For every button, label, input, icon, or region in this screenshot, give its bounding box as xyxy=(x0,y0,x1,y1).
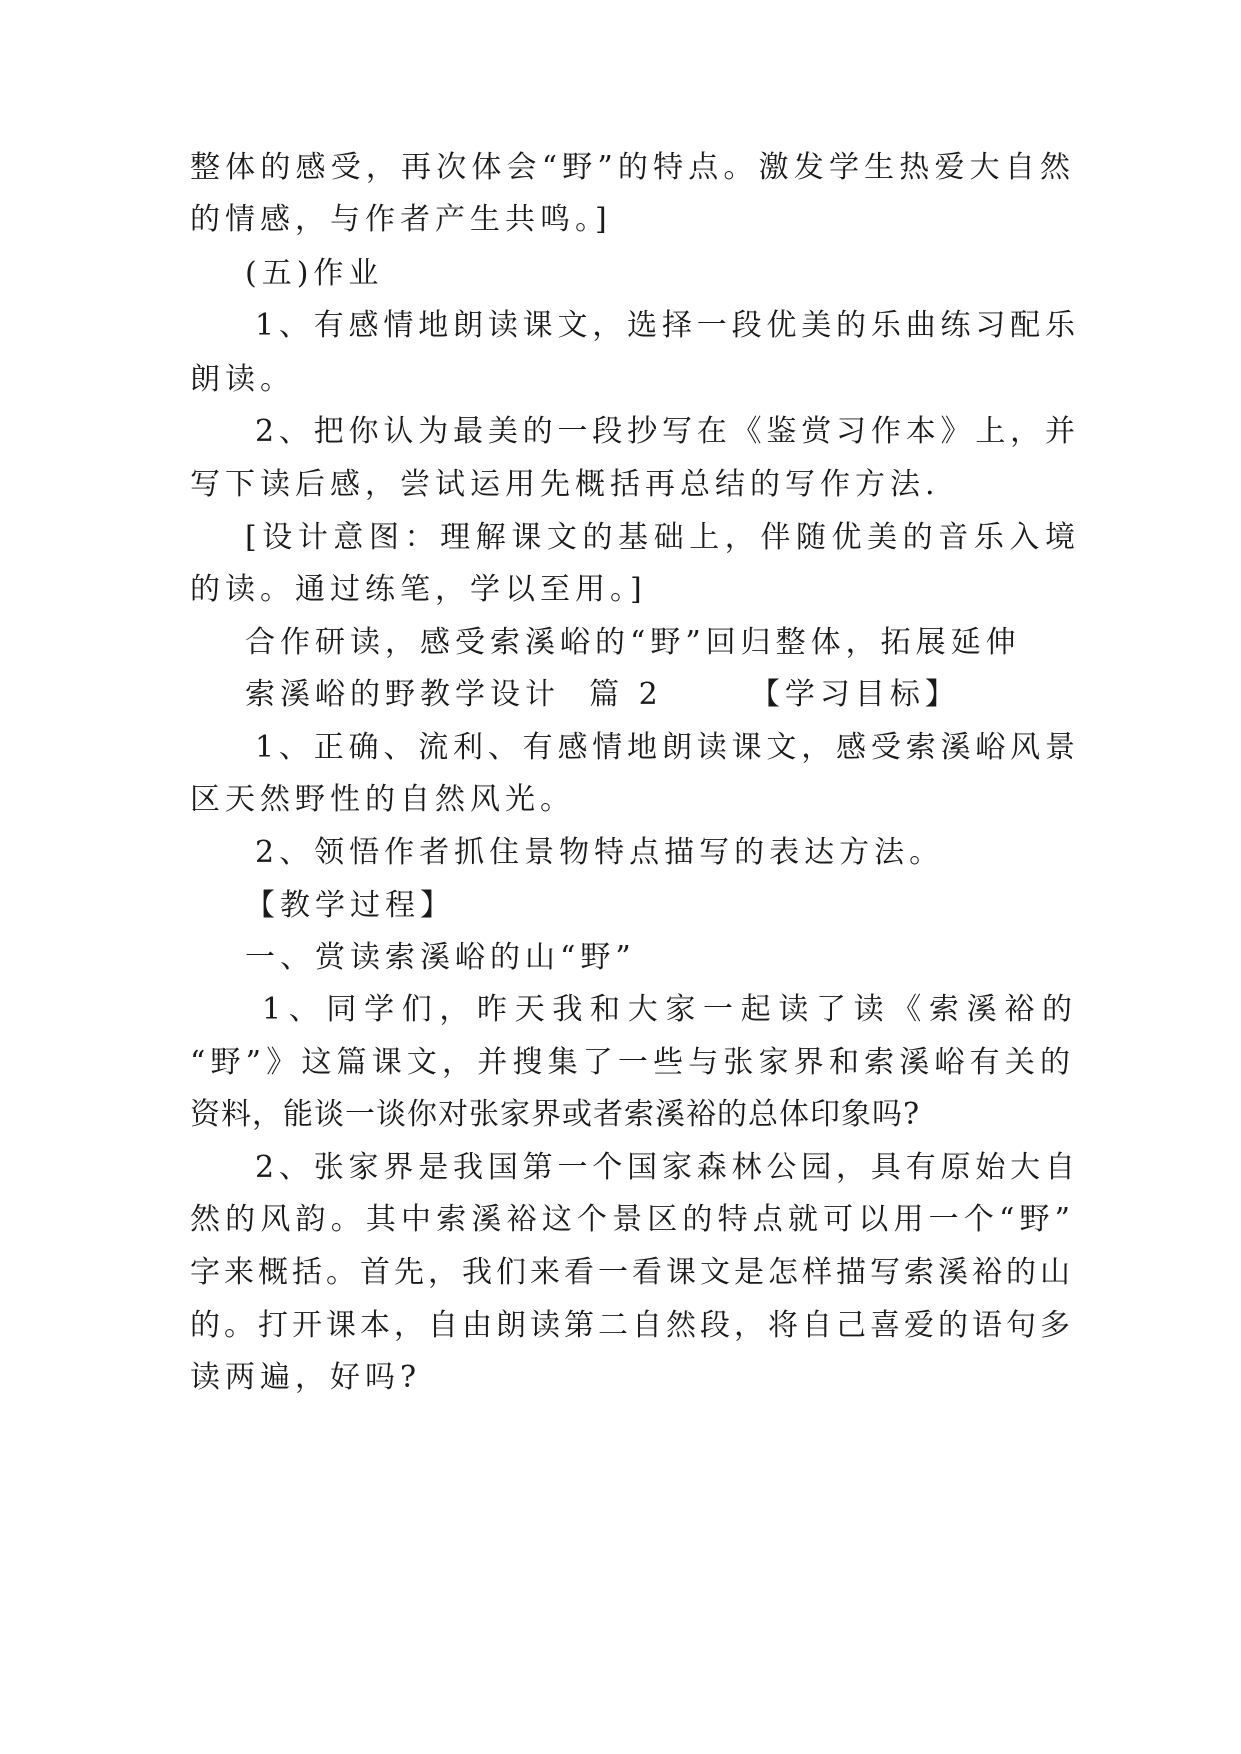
paragraph-line: 区天然野性的自然风光。 xyxy=(190,782,575,817)
paragraph-line: 合作研读，感受索溪峪的“野”回归整体，拓展延伸 xyxy=(245,625,1021,660)
paragraph-line: 的读。通过练笔，学以至用。] xyxy=(190,572,647,607)
article-title: 索溪峪的野教学设计 篇 2 【学习目标】 xyxy=(245,677,960,712)
paragraph-line: 读两遍，好吗? xyxy=(190,1360,422,1395)
paragraph-line: 然的风韵。其中索溪裕这个景区的特点就可以用一个“野” xyxy=(190,1202,1070,1237)
list-item: 1、有感情地朗读课文，选择一段优美的乐曲练习配乐 xyxy=(255,308,1075,343)
paragraph-line: 字来概括。首先，我们来看一看课文是怎样描写索溪裕的山 xyxy=(190,1255,1070,1290)
list-item: 2、张家界是我国第一个国家森林公园，具有原始大自 xyxy=(255,1150,1075,1185)
paragraph-line: 的情感，与作者产生共鸣。] xyxy=(190,202,612,237)
paragraph-line: 写下读后感，尝试运用先概括再总结的写作方法. xyxy=(190,467,940,502)
list-item: 2、领悟作者抓住景物特点描写的表达方法。 xyxy=(255,835,945,870)
paragraph-line: 资料，能谈一谈你对张家界或者索溪裕的总体印象吗? xyxy=(190,1097,921,1132)
paragraph-line: 朗读。 xyxy=(190,362,295,397)
design-note: [设计意图：理解课文的基础上，伴随优美的音乐入境 xyxy=(245,520,1075,555)
list-item: 1、同学们，昨天我和大家一起读了读《索溪裕的 xyxy=(262,992,1072,1027)
list-item: 2、把你认为最美的一段抄写在《鉴赏习作本》上，并 xyxy=(255,414,1075,449)
paragraph-line: “野”》这篇课文，并搜集了一些与张家界和索溪峪有关的 xyxy=(190,1045,1070,1080)
section-heading: 一、赏读索溪峪的山“野” xyxy=(245,940,636,975)
section-heading: 【教学过程】 xyxy=(245,888,455,923)
paragraph-line: 整体的感受，再次体会“野”的特点。激发学生热爱大自然 xyxy=(190,150,1070,185)
paragraph-line: 的。打开课本，自由朗读第二自然段，将自己喜爱的语句多 xyxy=(190,1308,1070,1343)
list-item: 1、正确、流利、有感情地朗读课文，感受索溪峪风景 xyxy=(255,730,1075,765)
section-heading: (五)作业 xyxy=(245,256,384,291)
